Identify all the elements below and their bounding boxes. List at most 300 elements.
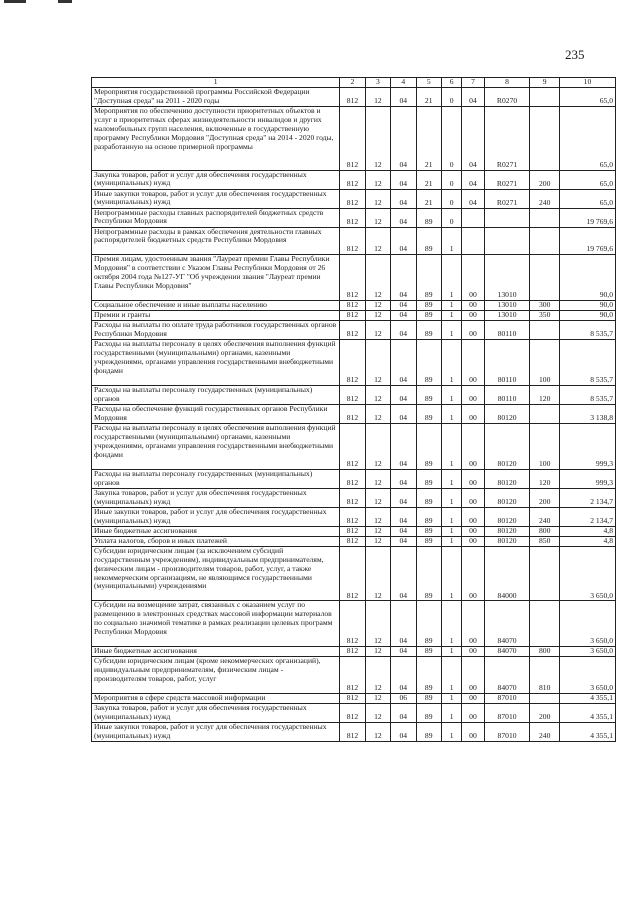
cell-c10: 19 769,6 <box>559 208 615 227</box>
cell-c8: 80120 <box>484 507 530 526</box>
cell-c6: 1 <box>441 227 461 255</box>
header-cell: 7 <box>462 78 484 88</box>
row-label: Закупка товаров, работ и услуг для обеспечения государственных (муниципальных) нужд <box>92 704 340 723</box>
row-label: Субсидии юридическим лицам (кроме некоммерческих организаций), индивидуальным предпринимателям, физическим лицам - производителям товаров, работ, услуг <box>92 657 340 694</box>
cell-c8: 13010 <box>484 301 530 311</box>
cell-c6: 1 <box>441 536 461 546</box>
cell-c4: 04 <box>391 385 416 404</box>
cell-c2: 812 <box>340 469 365 488</box>
row-label: Иные бюджетные ассигнования <box>92 526 340 536</box>
cell-c3: 12 <box>365 546 390 601</box>
cell-c2: 812 <box>340 301 365 311</box>
cell-c10: 90,0 <box>559 301 615 311</box>
cell-c10: 65,0 <box>559 189 615 208</box>
row-label: Непрограммные расходы главных распорядителей бюджетных средств Республики Мордовия <box>92 208 340 227</box>
header-cell: 1 <box>92 78 340 88</box>
cell-c10: 4,8 <box>559 526 615 536</box>
cell-c4: 04 <box>391 170 416 189</box>
row-label: Мероприятия в сфере средств массовой информации <box>92 694 340 704</box>
cell-c8: 13010 <box>484 311 530 321</box>
cell-c5: 89 <box>416 526 441 536</box>
row-label: Мероприятия государственной программы Российской Федерации "Доступная среда" на 2011 - 2020 годы <box>92 88 340 107</box>
cell-c7: 00 <box>462 546 484 601</box>
cell-c5: 89 <box>416 301 441 311</box>
row-label: Премии и гранты <box>92 311 340 321</box>
cell-c3: 12 <box>365 189 390 208</box>
scan-mark <box>4 0 26 3</box>
table-row <box>92 107 616 171</box>
cell-c4: 04 <box>391 340 416 386</box>
cell-c6: 1 <box>441 601 461 647</box>
cell-c9: 240 <box>530 507 560 526</box>
cell-c8: 80120 <box>484 469 530 488</box>
table-row <box>92 170 616 189</box>
cell-c9 <box>530 601 560 647</box>
cell-c3: 12 <box>365 227 390 255</box>
cell-c3: 12 <box>365 107 390 171</box>
cell-c8: 80110 <box>484 321 530 340</box>
table-row <box>92 208 616 227</box>
cell-c8: R0271 <box>484 170 530 189</box>
cell-c10: 3 138,8 <box>559 404 615 423</box>
cell-c10: 4 355,1 <box>559 723 615 742</box>
cell-c2: 812 <box>340 107 365 171</box>
cell-c5: 89 <box>416 404 441 423</box>
cell-c8: 80120 <box>484 423 530 469</box>
cell-c2: 812 <box>340 704 365 723</box>
cell-c5: 21 <box>416 107 441 171</box>
cell-c2: 812 <box>340 227 365 255</box>
row-label: Премия лицам, удостоенным звания "Лауреат премии Главы Республики Мордовия" в соответствии с Указом Главы Республики Мордовия от 26 октября 2004 года №127-УГ "Об учреждении звания "Лауреат премии Главы Республики Мордовия" <box>92 255 340 301</box>
budget-table <box>91 77 616 742</box>
cell-c8: 80120 <box>484 404 530 423</box>
cell-c3: 12 <box>365 301 390 311</box>
cell-c8: 80120 <box>484 526 530 536</box>
cell-c3: 12 <box>365 208 390 227</box>
cell-c9 <box>530 227 560 255</box>
cell-c9: 850 <box>530 536 560 546</box>
table-row <box>92 704 616 723</box>
cell-c7 <box>462 208 484 227</box>
cell-c3: 12 <box>365 601 390 647</box>
cell-c6: 1 <box>441 704 461 723</box>
cell-c4: 04 <box>391 301 416 311</box>
cell-c3: 12 <box>365 321 390 340</box>
cell-c9: 240 <box>530 189 560 208</box>
table-row <box>92 321 616 340</box>
cell-c8: R0271 <box>484 107 530 171</box>
table-row <box>92 189 616 208</box>
cell-c5: 89 <box>416 704 441 723</box>
table-row <box>92 546 616 601</box>
cell-c6: 1 <box>441 404 461 423</box>
cell-c10: 999,3 <box>559 469 615 488</box>
cell-c3: 12 <box>365 385 390 404</box>
cell-c4: 04 <box>391 423 416 469</box>
cell-c5: 89 <box>416 647 441 657</box>
cell-c3: 12 <box>365 507 390 526</box>
table-row <box>92 311 616 321</box>
cell-c3: 12 <box>365 170 390 189</box>
table-row <box>92 255 616 301</box>
cell-c5: 89 <box>416 536 441 546</box>
cell-c7: 00 <box>462 469 484 488</box>
cell-c5: 89 <box>416 255 441 301</box>
cell-c9 <box>530 546 560 601</box>
cell-c9: 100 <box>530 340 560 386</box>
cell-c9: 810 <box>530 657 560 694</box>
cell-c4: 04 <box>391 189 416 208</box>
header-cell: 6 <box>441 78 461 88</box>
cell-c5: 89 <box>416 227 441 255</box>
cell-c4: 04 <box>391 321 416 340</box>
cell-c5: 89 <box>416 321 441 340</box>
row-label: Субсидии юридическим лицам (за исключением субсидий государственным учреждениям), индивидуальным предпринимателям, физическим лицам - производителям товаров, работ, услуг, а также некоммерческим организациям, не являющимся государственными (муниципальными) учреждениями <box>92 546 340 601</box>
cell-c4: 04 <box>391 227 416 255</box>
row-label: Расходы на выплаты персоналу государственных (муниципальных) органов <box>92 385 340 404</box>
row-label: Иные закупки товаров, работ и услуг для обеспечения государственных (муниципальных) нужд <box>92 507 340 526</box>
cell-c4: 04 <box>391 311 416 321</box>
cell-c7: 04 <box>462 189 484 208</box>
cell-c8: 80120 <box>484 536 530 546</box>
cell-c8: 87010 <box>484 723 530 742</box>
cell-c6: 1 <box>441 507 461 526</box>
cell-c5: 89 <box>416 311 441 321</box>
table-row <box>92 88 616 107</box>
cell-c8: R0271 <box>484 189 530 208</box>
cell-c7: 00 <box>462 647 484 657</box>
cell-c6: 1 <box>441 385 461 404</box>
cell-c7: 00 <box>462 723 484 742</box>
cell-c10: 999,3 <box>559 423 615 469</box>
table-row <box>92 423 616 469</box>
table-row <box>92 340 616 386</box>
cell-c6: 0 <box>441 208 461 227</box>
cell-c10: 4 355,1 <box>559 704 615 723</box>
cell-c2: 812 <box>340 404 365 423</box>
cell-c8: 84070 <box>484 657 530 694</box>
cell-c6: 1 <box>441 423 461 469</box>
cell-c10: 8 535,7 <box>559 340 615 386</box>
cell-c2: 812 <box>340 507 365 526</box>
cell-c10: 19 769,6 <box>559 227 615 255</box>
table-row <box>92 657 616 694</box>
cell-c6: 1 <box>441 469 461 488</box>
table-row <box>92 694 616 704</box>
cell-c4: 04 <box>391 208 416 227</box>
cell-c10: 4,8 <box>559 536 615 546</box>
page-number: 235 <box>565 47 585 62</box>
header-cell: 2 <box>340 78 365 88</box>
cell-c7: 00 <box>462 423 484 469</box>
cell-c10: 65,0 <box>559 107 615 171</box>
cell-c10: 8 535,7 <box>559 385 615 404</box>
table-row <box>92 385 616 404</box>
cell-c6: 1 <box>441 340 461 386</box>
cell-c10: 3 650,0 <box>559 601 615 647</box>
cell-c3: 12 <box>365 694 390 704</box>
cell-c8 <box>484 208 530 227</box>
cell-c7: 00 <box>462 507 484 526</box>
cell-c7: 04 <box>462 88 484 107</box>
cell-c4: 04 <box>391 88 416 107</box>
cell-c5: 21 <box>416 189 441 208</box>
cell-c2: 812 <box>340 488 365 507</box>
cell-c10: 90,0 <box>559 311 615 321</box>
cell-c10: 90,0 <box>559 255 615 301</box>
row-label: Субсидии на возмещение затрат, связанных с оказанием услуг по размещению в электронных средствах массовой информации материалов по социально значимой тематике в рамках реализации целевых программ Республики Мордовия <box>92 601 340 647</box>
cell-c2: 812 <box>340 694 365 704</box>
cell-c8: 87010 <box>484 694 530 704</box>
cell-c6: 1 <box>441 526 461 536</box>
cell-c6: 1 <box>441 311 461 321</box>
cell-c3: 12 <box>365 657 390 694</box>
cell-c10: 2 134,7 <box>559 488 615 507</box>
cell-c9: 200 <box>530 704 560 723</box>
cell-c4: 04 <box>391 255 416 301</box>
row-label: Мероприятия по обеспечению доступности приоритетных объектов и услуг в приоритетных сферах жизнедеятельности инвалидов и других маломобильных групп населения, включенные в государственную программу Республики Мордовия "Доступная среда" на 2014 - 2020 годы, разработанную на основе примерной программы <box>92 107 340 171</box>
table-header <box>92 78 616 88</box>
cell-c7: 00 <box>462 301 484 311</box>
cell-c6: 1 <box>441 694 461 704</box>
cell-c2: 812 <box>340 423 365 469</box>
cell-c5: 89 <box>416 488 441 507</box>
cell-c6: 1 <box>441 488 461 507</box>
cell-c5: 89 <box>416 657 441 694</box>
cell-c4: 04 <box>391 404 416 423</box>
cell-c9: 120 <box>530 469 560 488</box>
cell-c2: 812 <box>340 647 365 657</box>
cell-c5: 89 <box>416 208 441 227</box>
table-row <box>92 723 616 742</box>
cell-c2: 812 <box>340 526 365 536</box>
cell-c10: 3 650,0 <box>559 657 615 694</box>
cell-c9: 800 <box>530 526 560 536</box>
cell-c3: 12 <box>365 488 390 507</box>
cell-c7 <box>462 227 484 255</box>
cell-c3: 12 <box>365 536 390 546</box>
cell-c4: 04 <box>391 488 416 507</box>
cell-c7: 00 <box>462 526 484 536</box>
cell-c2: 812 <box>340 385 365 404</box>
cell-c2: 812 <box>340 340 365 386</box>
row-label: Иные бюджетные ассигнования <box>92 647 340 657</box>
cell-c6: 1 <box>441 301 461 311</box>
cell-c9: 120 <box>530 385 560 404</box>
cell-c5: 89 <box>416 546 441 601</box>
cell-c10: 3 650,0 <box>559 546 615 601</box>
row-label: Расходы на выплаты персоналу государственных (муниципальных) органов <box>92 469 340 488</box>
cell-c7: 00 <box>462 536 484 546</box>
cell-c4: 04 <box>391 546 416 601</box>
cell-c6: 1 <box>441 723 461 742</box>
cell-c9: 200 <box>530 170 560 189</box>
cell-c9 <box>530 255 560 301</box>
cell-c2: 812 <box>340 208 365 227</box>
cell-c6: 1 <box>441 546 461 601</box>
cell-c10: 2 134,7 <box>559 507 615 526</box>
cell-c7: 00 <box>462 704 484 723</box>
cell-c8: 84070 <box>484 601 530 647</box>
cell-c7: 00 <box>462 385 484 404</box>
cell-c2: 812 <box>340 88 365 107</box>
row-label: Закупка товаров, работ и услуг для обеспечения государственных (муниципальных) нужд <box>92 170 340 189</box>
cell-c10: 65,0 <box>559 170 615 189</box>
cell-c9: 100 <box>530 423 560 469</box>
cell-c6: 0 <box>441 189 461 208</box>
cell-c7: 00 <box>462 404 484 423</box>
cell-c6: 1 <box>441 255 461 301</box>
cell-c8: 84070 <box>484 647 530 657</box>
header-cell: 5 <box>416 78 441 88</box>
cell-c3: 12 <box>365 423 390 469</box>
cell-c7: 00 <box>462 255 484 301</box>
cell-c9 <box>530 88 560 107</box>
cell-c9: 800 <box>530 647 560 657</box>
cell-c7: 00 <box>462 321 484 340</box>
cell-c4: 04 <box>391 704 416 723</box>
header-cell: 3 <box>365 78 390 88</box>
cell-c8: 80110 <box>484 385 530 404</box>
row-label: Расходы на обеспечение функций государственных органов Республики Мордовия <box>92 404 340 423</box>
cell-c2: 812 <box>340 601 365 647</box>
row-label: Расходы на выплаты персоналу в целях обеспечения выполнения функций государственными (муниципальными) органами, казенными учреждениями, органами управления государственными внебюджетными фондами <box>92 423 340 469</box>
cell-c4: 04 <box>391 536 416 546</box>
cell-c4: 04 <box>391 723 416 742</box>
row-label: Расходы на выплаты персоналу в целях обеспечения выполнения функций государственными (муниципальными) органами, казенными учреждениями, органами управления государственными внебюджетными фондами <box>92 340 340 386</box>
cell-c3: 12 <box>365 404 390 423</box>
cell-c6: 0 <box>441 88 461 107</box>
cell-c2: 812 <box>340 311 365 321</box>
row-label: Закупка товаров, работ и услуг для обеспечения государственных (муниципальных) нужд <box>92 488 340 507</box>
cell-c6: 0 <box>441 107 461 171</box>
cell-c5: 89 <box>416 723 441 742</box>
table-row <box>92 301 616 311</box>
cell-c6: 1 <box>441 321 461 340</box>
cell-c4: 06 <box>391 694 416 704</box>
cell-c4: 04 <box>391 107 416 171</box>
cell-c10: 65,0 <box>559 88 615 107</box>
row-label: Уплата налогов, сборов и иных платежей <box>92 536 340 546</box>
cell-c5: 89 <box>416 340 441 386</box>
row-label: Иные закупки товаров, работ и услуг для обеспечения государственных (муниципальных) нужд <box>92 723 340 742</box>
cell-c8: 80110 <box>484 340 530 386</box>
table-row <box>92 404 616 423</box>
cell-c3: 12 <box>365 340 390 386</box>
cell-c9: 200 <box>530 488 560 507</box>
scan-mark <box>58 0 72 3</box>
cell-c3: 12 <box>365 311 390 321</box>
cell-c3: 12 <box>365 255 390 301</box>
cell-c8: R0270 <box>484 88 530 107</box>
cell-c5: 21 <box>416 88 441 107</box>
cell-c8: 84000 <box>484 546 530 601</box>
table-row <box>92 507 616 526</box>
table-row <box>92 647 616 657</box>
cell-c5: 89 <box>416 469 441 488</box>
cell-c3: 12 <box>365 526 390 536</box>
cell-c9: 350 <box>530 311 560 321</box>
cell-c2: 812 <box>340 189 365 208</box>
cell-c10: 3 650,0 <box>559 647 615 657</box>
table-row <box>92 227 616 255</box>
cell-c6: 1 <box>441 647 461 657</box>
header-cell: 10 <box>559 78 615 88</box>
cell-c7: 00 <box>462 488 484 507</box>
cell-c9: 300 <box>530 301 560 311</box>
cell-c2: 812 <box>340 321 365 340</box>
cell-c9 <box>530 404 560 423</box>
cell-c8: 13010 <box>484 255 530 301</box>
cell-c6: 1 <box>441 657 461 694</box>
cell-c2: 812 <box>340 536 365 546</box>
cell-c3: 12 <box>365 723 390 742</box>
cell-c7: 00 <box>462 311 484 321</box>
cell-c2: 812 <box>340 546 365 601</box>
cell-c9 <box>530 321 560 340</box>
cell-c6: 0 <box>441 170 461 189</box>
row-label: Иные закупки товаров, работ и услуг для обеспечения государственных (муниципальных) нужд <box>92 189 340 208</box>
cell-c8 <box>484 227 530 255</box>
cell-c2: 812 <box>340 255 365 301</box>
cell-c7: 00 <box>462 657 484 694</box>
cell-c5: 89 <box>416 385 441 404</box>
header-cell: 9 <box>530 78 560 88</box>
cell-c8: 80120 <box>484 488 530 507</box>
cell-c5: 89 <box>416 601 441 647</box>
cell-c9 <box>530 107 560 171</box>
cell-c3: 12 <box>365 647 390 657</box>
cell-c7: 00 <box>462 340 484 386</box>
cell-c4: 04 <box>391 526 416 536</box>
cell-c4: 04 <box>391 657 416 694</box>
row-label: Социальное обеспечение и иные выплаты населению <box>92 301 340 311</box>
cell-c3: 12 <box>365 704 390 723</box>
cell-c3: 12 <box>365 88 390 107</box>
cell-c7: 00 <box>462 601 484 647</box>
table-row <box>92 488 616 507</box>
table-body <box>92 88 616 742</box>
header-cell: 8 <box>484 78 530 88</box>
cell-c2: 812 <box>340 170 365 189</box>
cell-c4: 04 <box>391 601 416 647</box>
table-row <box>92 536 616 546</box>
cell-c7: 04 <box>462 170 484 189</box>
row-label: Расходы на выплаты по оплате труда работников государственных органов Республики Мордовия <box>92 321 340 340</box>
cell-c10: 4 355,1 <box>559 694 615 704</box>
header-cell: 4 <box>391 78 416 88</box>
cell-c9 <box>530 694 560 704</box>
cell-c5: 89 <box>416 694 441 704</box>
cell-c4: 04 <box>391 647 416 657</box>
cell-c8: 87010 <box>484 704 530 723</box>
cell-c5: 89 <box>416 507 441 526</box>
cell-c10: 8 535,7 <box>559 321 615 340</box>
cell-c3: 12 <box>365 469 390 488</box>
cell-c2: 812 <box>340 723 365 742</box>
cell-c2: 812 <box>340 657 365 694</box>
table-row <box>92 469 616 488</box>
table-row <box>92 601 616 647</box>
row-label: Непрограммные расходы в рамках обеспечения деятельности главных распорядителей бюджетных средств Республики Мордовия <box>92 227 340 255</box>
table-row <box>92 526 616 536</box>
cell-c5: 21 <box>416 170 441 189</box>
cell-c7: 00 <box>462 694 484 704</box>
cell-c5: 89 <box>416 423 441 469</box>
cell-c4: 04 <box>391 469 416 488</box>
cell-c9: 240 <box>530 723 560 742</box>
cell-c9 <box>530 208 560 227</box>
